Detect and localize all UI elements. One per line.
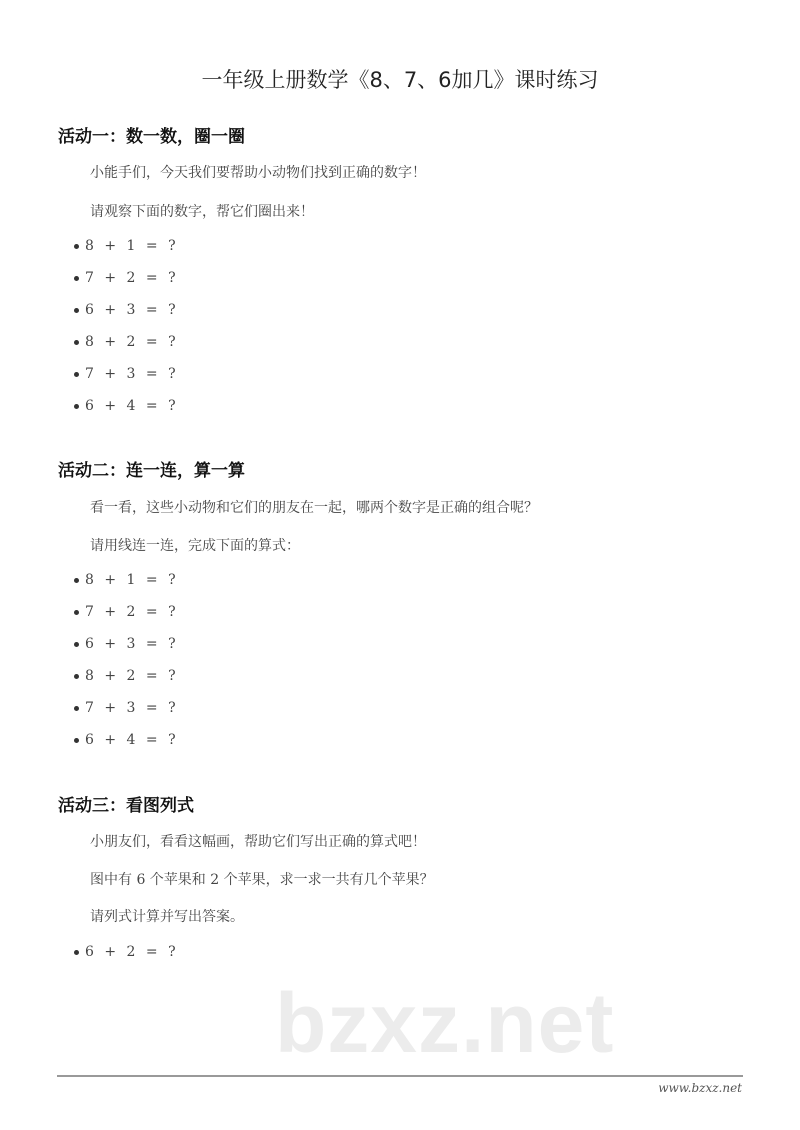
list-item (74, 668, 179, 684)
list-item (74, 270, 179, 286)
equation: 8 + 2 = ? (85, 334, 179, 350)
equation: 6 + 2 = ? (85, 944, 179, 960)
footer-url: www.bzxz.net (658, 1081, 742, 1095)
bullet-icon (74, 340, 79, 345)
bullet-icon (74, 308, 79, 313)
equation: 7 + 2 = ? (85, 604, 179, 620)
bullet-icon (74, 642, 79, 647)
bullet-icon (74, 244, 79, 249)
list-item (74, 636, 179, 652)
section-heading: 活动三：看图列式 (58, 796, 194, 816)
paragraph: 看一看，这些小动物和它们的朋友在一起，哪两个数字是正确的组合呢？ (90, 500, 538, 516)
equation: 8 + 1 = ? (85, 238, 179, 254)
equation: 6 + 3 = ? (85, 636, 179, 652)
bullet-icon (74, 404, 79, 409)
equation: 8 + 2 = ? (85, 668, 179, 684)
section-heading: 活动二：连一连，算一算 (58, 461, 245, 481)
paragraph: 请列式计算并写出答案。 (90, 909, 244, 925)
equation: 8 + 1 = ? (85, 572, 179, 588)
list-item (74, 700, 179, 716)
paragraph: 小能手们，今天我们要帮助小动物们找到正确的数字！ (90, 165, 426, 181)
bullet-icon (74, 372, 79, 377)
section-heading: 活动一：数一数，圈一圈 (58, 127, 245, 147)
footer-divider (57, 1075, 743, 1077)
bullet-icon (74, 276, 79, 281)
bullet-icon (74, 610, 79, 615)
list-item (74, 302, 179, 318)
list-item (74, 366, 179, 382)
page-title: 一年级上册数学《8、7、6加几》课时练习 (201, 68, 599, 92)
paragraph: 小朋友们，看看这幅画，帮助它们写出正确的算式吧！ (90, 834, 426, 850)
equation: 7 + 3 = ? (85, 700, 179, 716)
paragraph: 请观察下面的数字，帮它们圈出来！ (90, 204, 314, 220)
equation: 6 + 4 = ? (85, 732, 179, 748)
list-item (74, 398, 179, 414)
list-item (74, 604, 179, 620)
paragraph: 请用线连一连，完成下面的算式： (90, 538, 300, 554)
bullet-icon (74, 578, 79, 583)
list-item (74, 238, 179, 254)
equation: 6 + 4 = ? (85, 398, 179, 414)
equation: 7 + 3 = ? (85, 366, 179, 382)
equation: 6 + 3 = ? (85, 302, 179, 318)
list-item (74, 944, 179, 960)
bullet-icon (74, 950, 79, 955)
bullet-icon (74, 706, 79, 711)
list-item (74, 334, 179, 350)
paragraph: 图中有 6 个苹果和 2 个苹果，求一求一共有几个苹果？ (90, 872, 434, 888)
bullet-icon (74, 674, 79, 679)
list-item (74, 572, 179, 588)
watermark: bzxz.net (275, 976, 615, 1070)
equation: 7 + 2 = ? (85, 270, 179, 286)
list-item (74, 732, 179, 748)
bullet-icon (74, 738, 79, 743)
